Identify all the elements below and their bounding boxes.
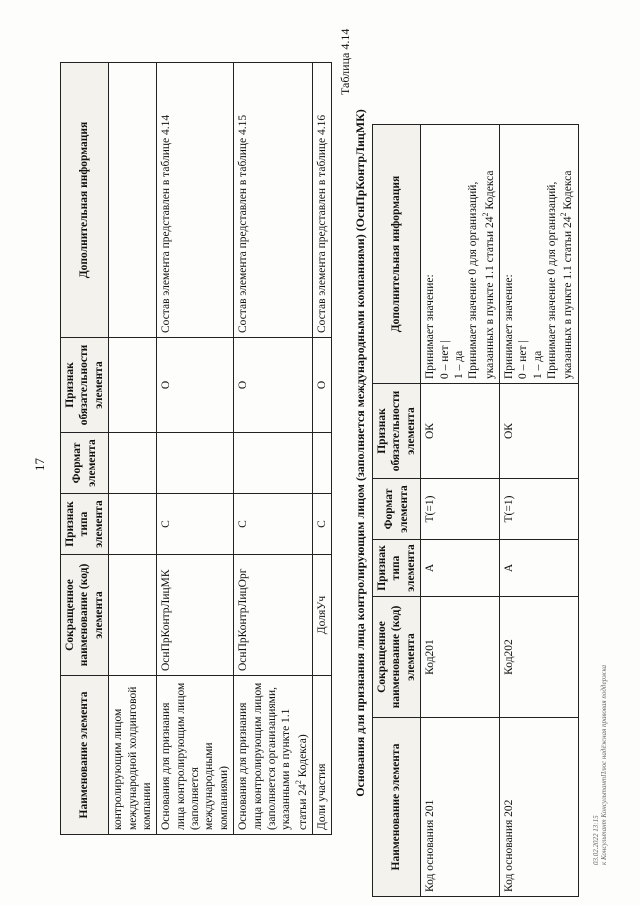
cell-type <box>109 494 157 555</box>
col-header-name: Наименование элемента <box>373 718 421 897</box>
col-header-required: Признак обязательности элемента <box>373 384 421 479</box>
cell-format <box>234 433 313 494</box>
print-stamp <box>592 665 609 865</box>
cell-type: А <box>499 540 578 597</box>
cell-type: С <box>157 494 234 555</box>
cell-info: Состав элемента представлен в таблице 4.14 <box>157 63 234 338</box>
col-header-format: Формат элемента <box>373 479 421 540</box>
cell-code: ОснПрКонтрЛицОрг <box>234 555 313 676</box>
col-header-format: Формат элемента <box>61 433 109 494</box>
cell-name: Доли участия <box>312 676 331 835</box>
cell-name: Код основания 202 <box>499 718 578 897</box>
cell-format: Т(=1) <box>421 479 500 540</box>
table-row <box>109 63 157 835</box>
cell-info <box>109 63 157 338</box>
cell-code: Код202 <box>499 597 578 718</box>
stamp-line: к Консультант КонсультантПлюс надёжная правовая поддержка <box>600 664 609 865</box>
cell-required: ОК <box>421 384 500 479</box>
table-row <box>234 63 313 835</box>
col-header-info: Дополнительная информация <box>373 125 421 384</box>
table-4-13-continuation <box>60 62 332 835</box>
col-header-required: Признак обязательности элемента <box>61 338 109 433</box>
table-row <box>157 63 234 835</box>
page-number: 17 <box>32 458 47 471</box>
cell-format <box>312 433 331 494</box>
col-header-code: Сокращенное наименование (код) элемента <box>61 555 109 676</box>
cell-info: Состав элемента представлен в таблице 4.16 <box>312 63 331 338</box>
col-header-code: Сокращенное наименование (код) элемента <box>373 597 421 718</box>
table-4-14 <box>372 124 579 897</box>
cell-name: Основания для признания лица контролирующим лицом (заполняется международными компаниями) <box>157 676 234 835</box>
cell-info: Принимает значение: 0 – нет | 1 – да Принимает значение 0 для организаций, указанных в пункте 1.1 статьи $24^2$ Кодекса <box>499 125 578 384</box>
cell-required <box>109 338 157 433</box>
cell-code <box>109 555 157 676</box>
table-row <box>499 125 578 897</box>
cell-format: Т(=1) <box>499 479 578 540</box>
cell-required: О <box>234 338 313 433</box>
cell-type: С <box>312 494 331 555</box>
cell-type: С <box>234 494 313 555</box>
cell-required: ОК <box>499 384 578 479</box>
cell-info: Принимает значение: 0 – нет | 1 – да Принимает значение 0 для организаций, указанных в пункте 1.1 статьи $24^2$ Кодекса <box>421 125 500 384</box>
col-header-info: Дополнительная информация <box>61 63 109 338</box>
cell-name: Код основания 201 <box>421 718 500 897</box>
cell-required: О <box>312 338 331 433</box>
col-header-type: Признак типа элемента <box>373 540 421 597</box>
cell-format <box>157 433 234 494</box>
cell-type: А <box>421 540 500 597</box>
table-header-row <box>373 125 421 897</box>
cell-code: ОснПрКонтрЛицМК <box>157 555 234 676</box>
cell-format <box>109 433 157 494</box>
table-caption: Таблица 4.14 <box>338 28 352 95</box>
cell-name: контролирующим лицом международной холдинговой компании <box>109 676 157 835</box>
table-row <box>312 63 331 835</box>
col-header-name: Наименование элемента <box>61 676 109 835</box>
table-header-row <box>61 63 109 835</box>
cell-code: Код201 <box>421 597 500 718</box>
cell-required: О <box>157 338 234 433</box>
table-title: Основания для признания лица контролирующим лицом (заполняется международными компаниями) (ОснПрКонтрЛицМК) <box>353 109 367 797</box>
col-header-type: Признак типа элемента <box>61 494 109 555</box>
cell-name: Основания для признания лица контролирующим лицом (заполняется организациями, указанными в пункте 1.1 статьи $24^2$ Кодекса) <box>234 676 313 835</box>
table-row <box>421 125 500 897</box>
cell-code: ДоляУч <box>312 555 331 676</box>
cell-info: Состав элемента представлен в таблице 4.15 <box>234 63 313 338</box>
stamp-line: 03.02.2022 13:15 <box>592 815 600 865</box>
